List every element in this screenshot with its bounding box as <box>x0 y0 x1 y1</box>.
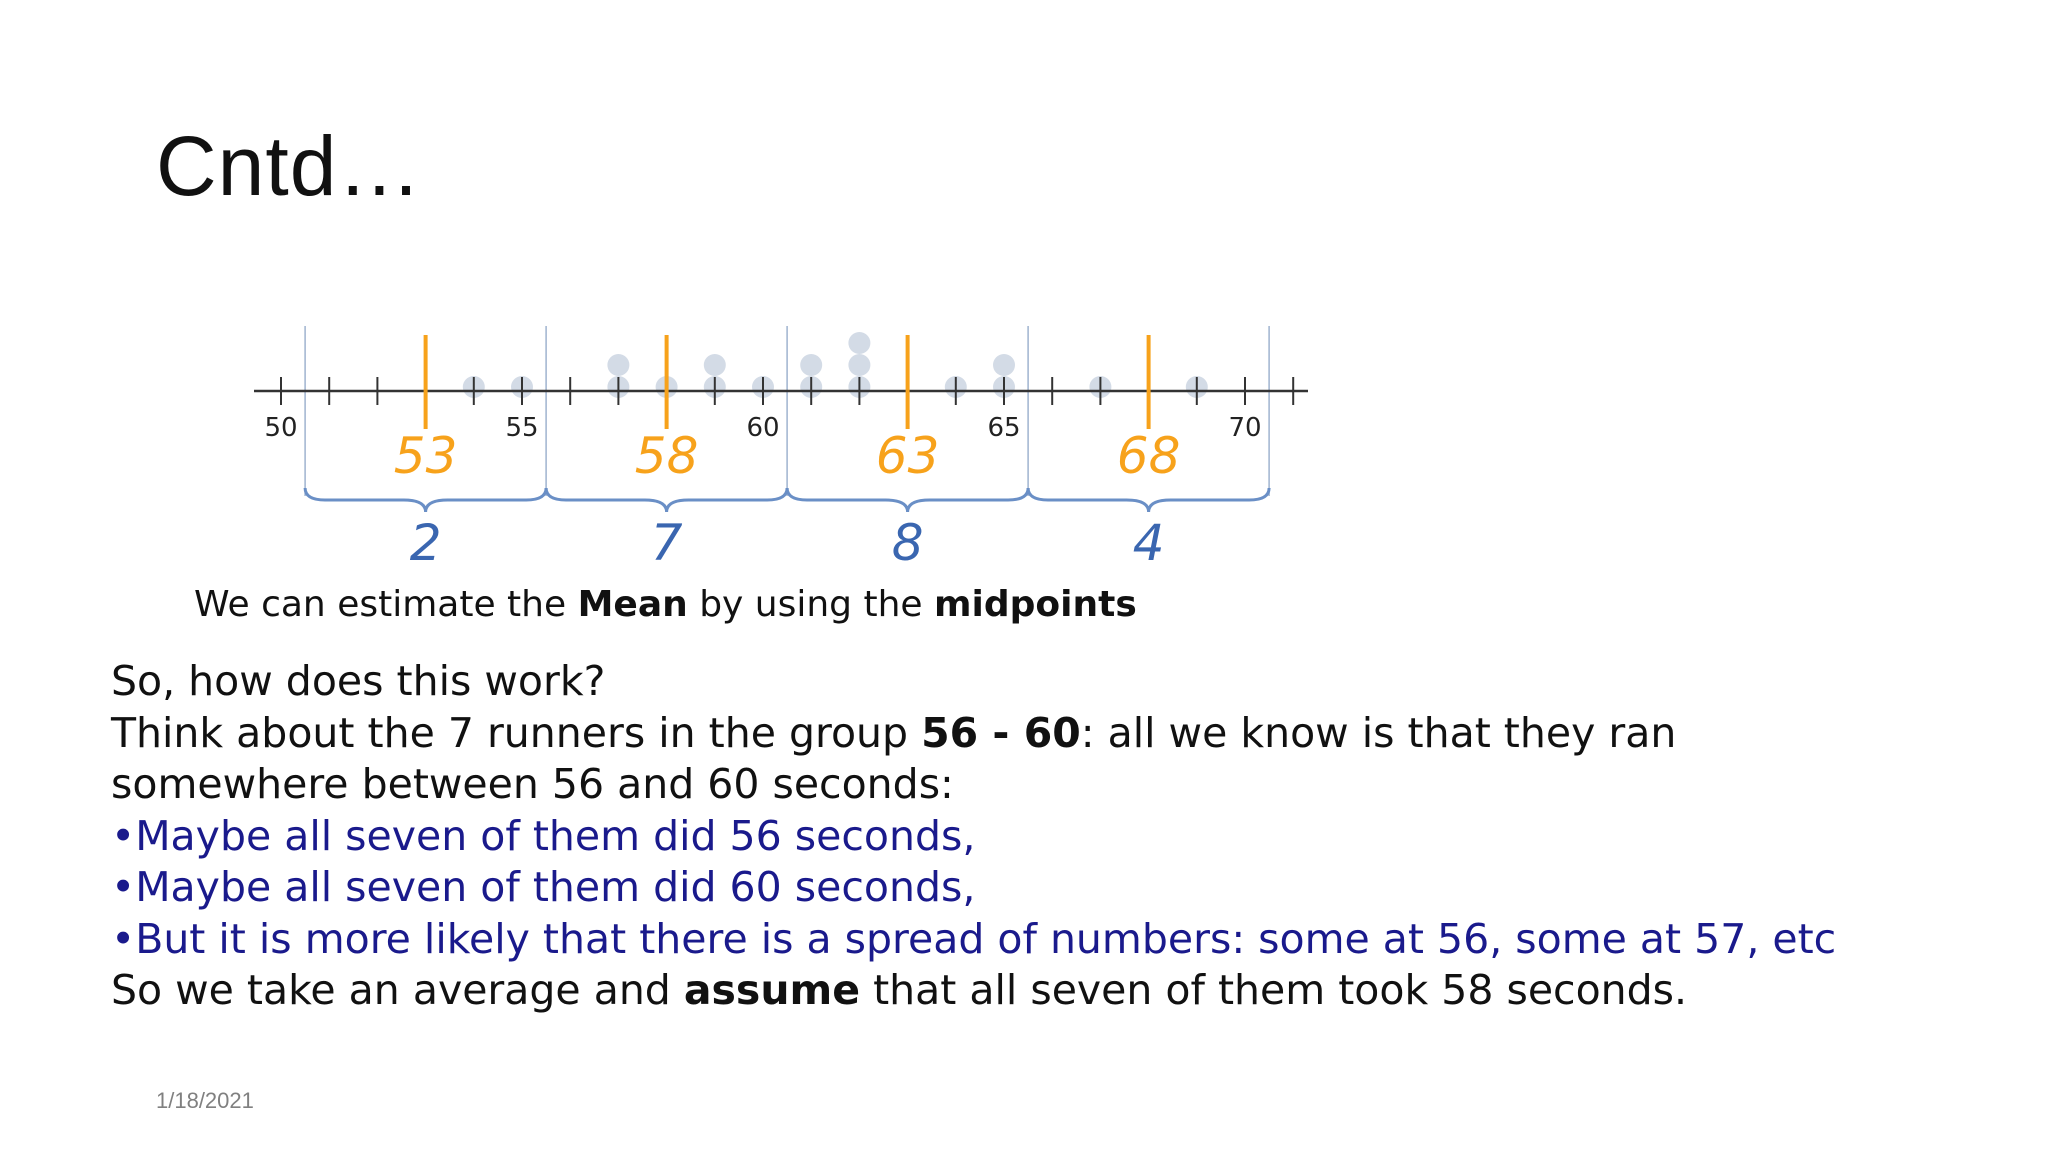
group-braces <box>305 488 1269 512</box>
midpoint-label: 68 <box>1116 427 1181 485</box>
midpoint-label: 53 <box>393 427 458 485</box>
group-brace <box>1028 488 1269 512</box>
slide-title: Cntd… <box>156 119 423 213</box>
data-dot <box>848 354 870 376</box>
conclusion-line <box>111 965 2011 1017</box>
data-dot <box>848 332 870 354</box>
grouped-number-line-diagram <box>250 318 1320 580</box>
group-count-label: 2 <box>409 514 442 572</box>
group-line <box>111 708 2011 760</box>
group-line-text-end: : all we know is that they ran <box>1080 708 1677 757</box>
assume-bold: assume <box>683 966 861 1014</box>
caption-bold-midpoints: midpoints <box>934 584 1137 625</box>
bullet-item <box>111 811 2011 863</box>
tick-label: 50 <box>264 413 298 443</box>
explanation-text <box>111 656 2011 1017</box>
bullet-item <box>111 862 2011 914</box>
group-count-label: 4 <box>1132 514 1165 572</box>
group-count-labels <box>410 514 1165 572</box>
tick-label: 70 <box>1228 413 1262 443</box>
group-line-text: Think about the 7 runners in the group <box>111 708 922 757</box>
bullet-text: But it is more likely that there is a spread of numbers: some at 56, some at 57, etc <box>135 914 1837 963</box>
conclusion-text-end: that all seven of them took 58 seconds. <box>860 966 1688 1014</box>
group-brace <box>305 488 546 512</box>
group-range-bold: 56 - 60 <box>921 708 1081 757</box>
tick-label: 65 <box>987 413 1021 443</box>
bullet-glyph: • <box>111 863 136 911</box>
data-dot <box>993 354 1015 376</box>
data-dot <box>800 354 822 376</box>
bullet-text: Maybe all seven of them did 60 seconds, <box>135 863 976 911</box>
data-dot <box>607 354 629 376</box>
midpoint-label: 63 <box>875 427 940 485</box>
caption-bold-mean: Mean <box>577 584 688 625</box>
group-brace <box>546 488 787 512</box>
midpoint-label: 58 <box>634 427 699 485</box>
caption-text-1: We can estimate the <box>194 584 578 625</box>
data-dot <box>704 354 726 376</box>
group-count-label: 7 <box>650 514 683 572</box>
bullet-text: Maybe all seven of them did 56 seconds, <box>135 811 976 860</box>
bullet-item <box>111 914 2011 966</box>
slide-date: 1/18/2021 <box>156 1088 254 1113</box>
caption-text-2: by using the <box>687 584 935 625</box>
conclusion-text: So we take an average and <box>111 966 684 1014</box>
group-brace <box>787 488 1028 512</box>
tick-label: 55 <box>505 413 539 443</box>
bullet-glyph: • <box>111 811 136 860</box>
group-count-label: 8 <box>891 514 924 572</box>
tick-label: 60 <box>746 413 780 443</box>
data-dots <box>463 332 1208 398</box>
question-line: So, how does this work? <box>111 657 606 705</box>
bullet-glyph: • <box>111 914 136 963</box>
caption <box>194 584 1137 625</box>
range-line: somewhere between 56 and 60 seconds: <box>111 760 954 808</box>
